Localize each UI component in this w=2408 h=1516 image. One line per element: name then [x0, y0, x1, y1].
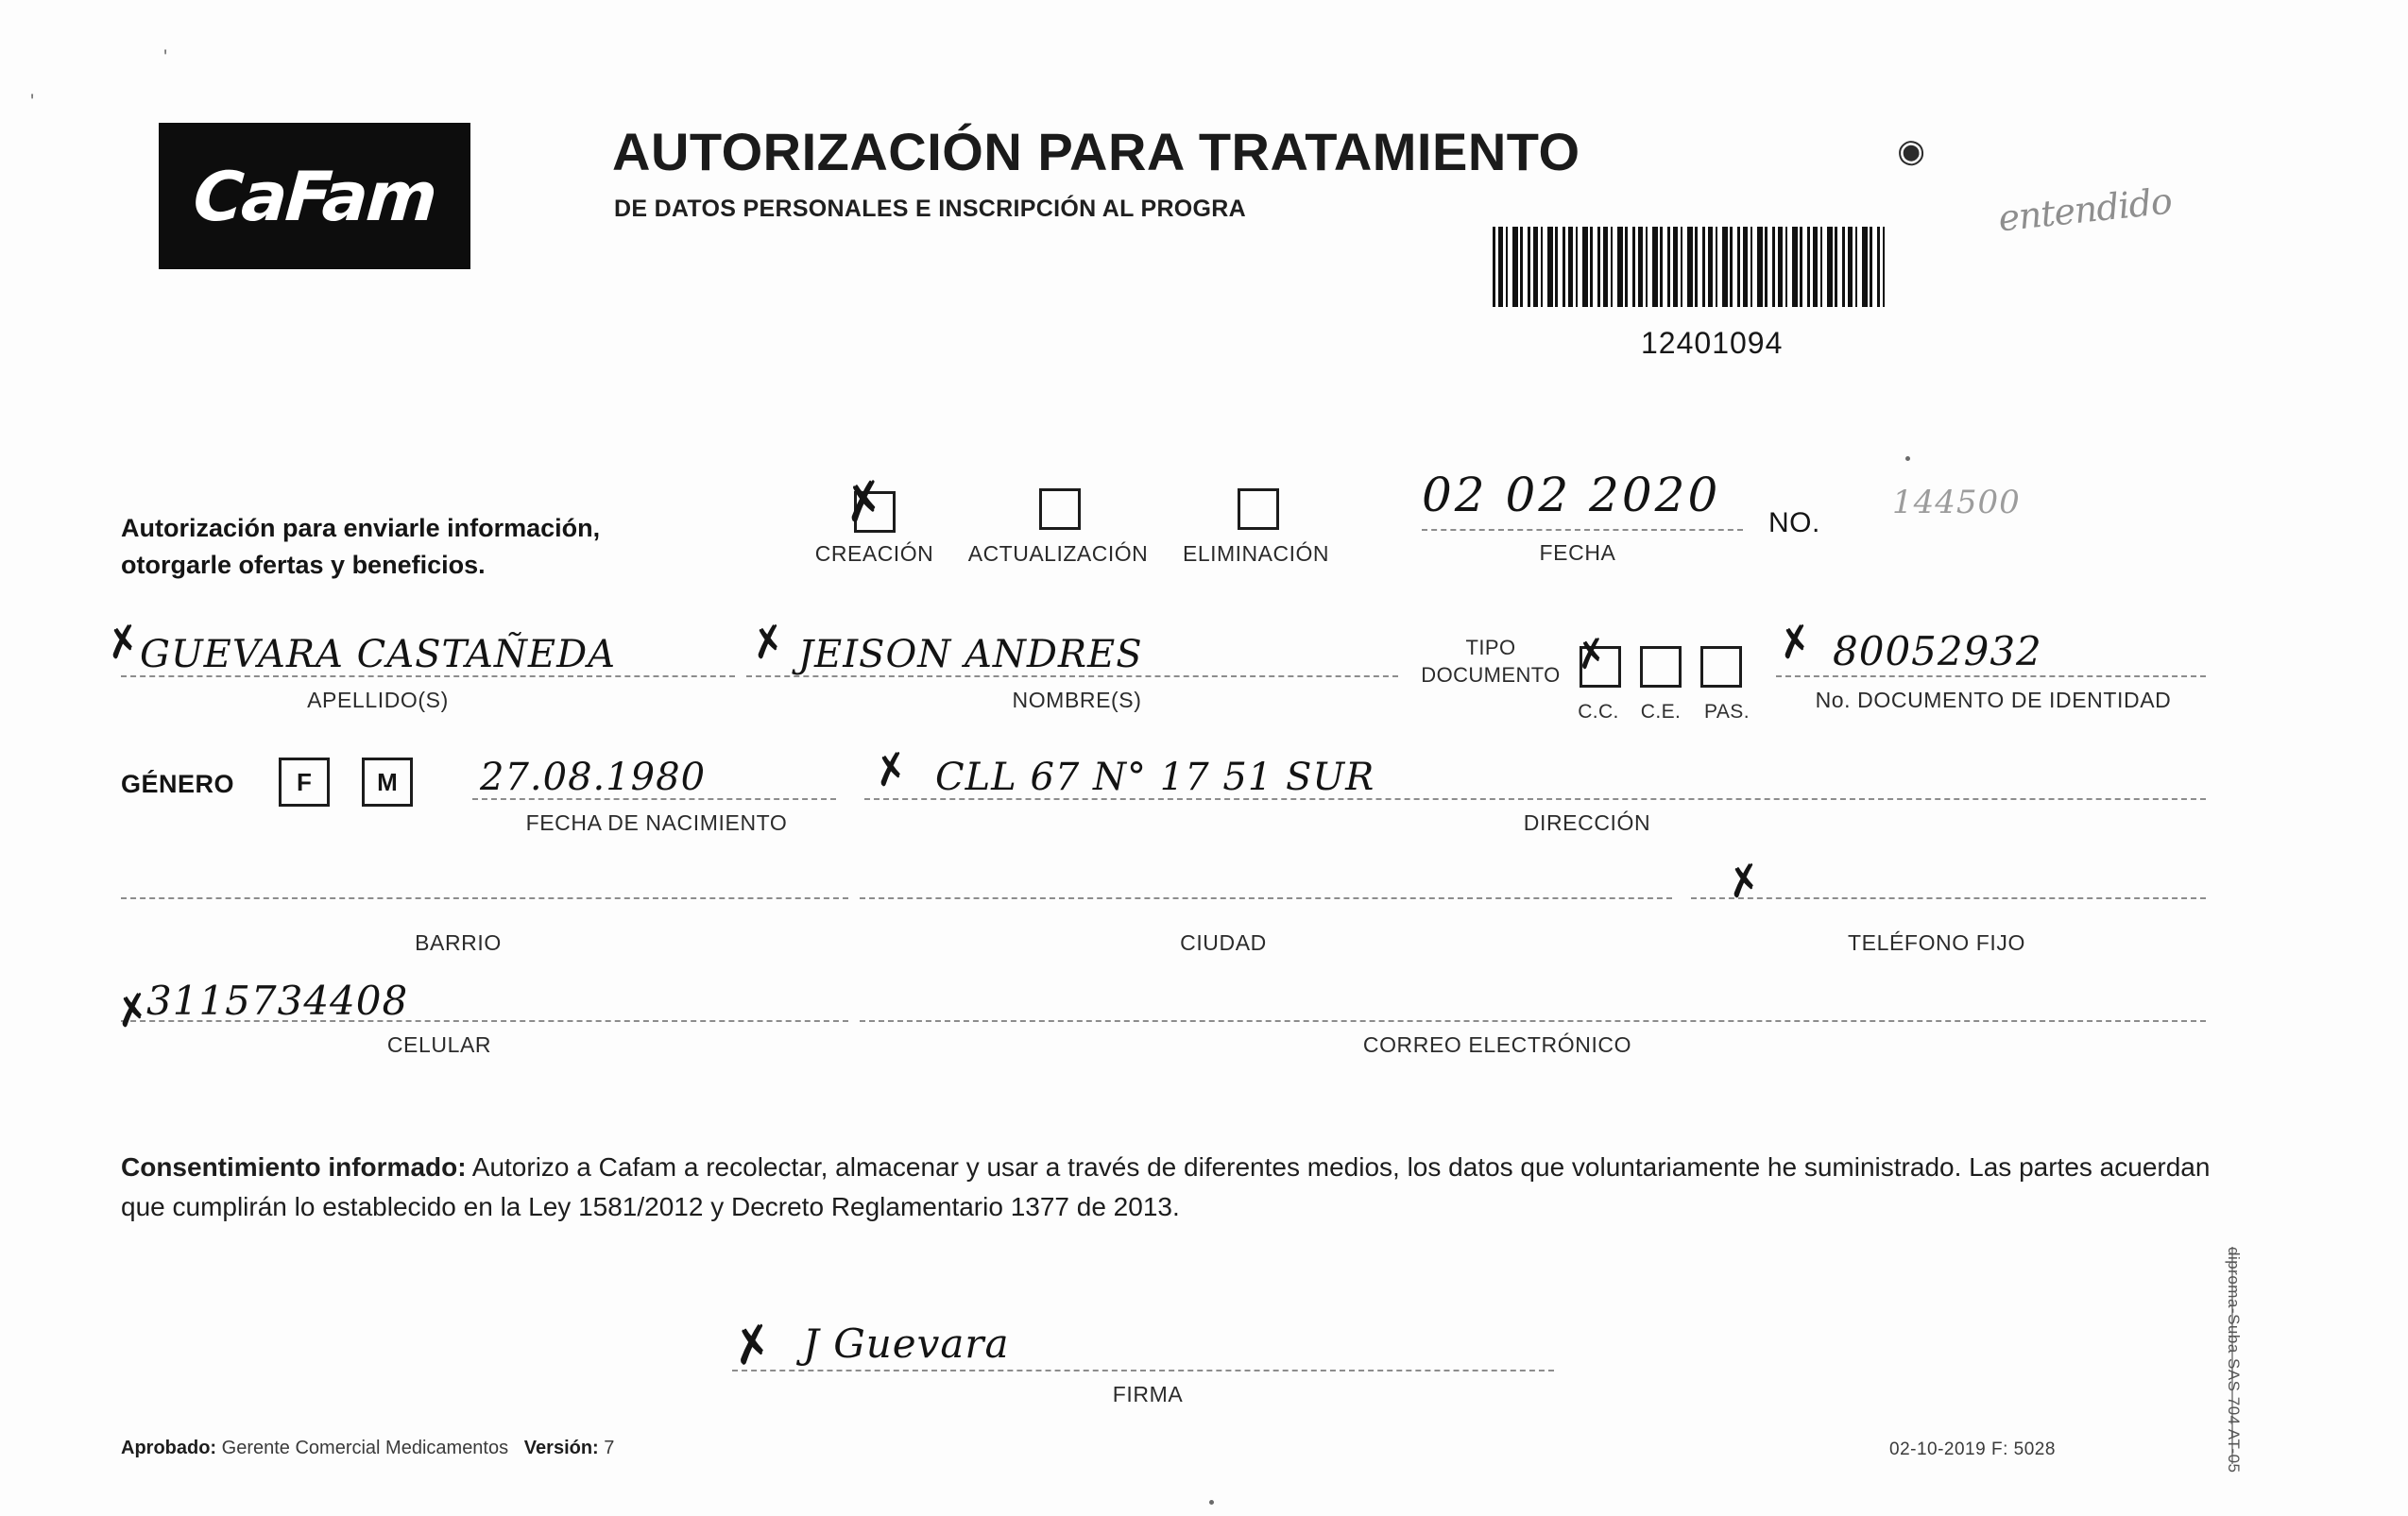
- celular-x-mark: ✗: [111, 983, 155, 1039]
- consent-heading: Consentimiento informado:: [121, 1152, 467, 1182]
- correo-line[interactable]: [860, 1020, 2206, 1022]
- signature-x-mark: ✗: [726, 1314, 779, 1378]
- authorization-label-line2: otorgarle ofertas y beneficios.: [121, 551, 486, 580]
- apellidos-x-mark: ✗: [101, 615, 145, 671]
- genero-option-m[interactable]: M: [362, 758, 413, 807]
- barcode-image: [1493, 227, 1885, 307]
- authorization-label: [121, 510, 763, 584]
- cafam-logo: [159, 123, 470, 269]
- checkbox-tipo-pas[interactable]: [1700, 646, 1742, 688]
- footer-side-text: diproma-Suba SAS 704 AT-05: [2225, 1247, 2243, 1473]
- telefono-fijo-caption: TELÉFONO FIJO: [1848, 930, 2025, 955]
- checkbox-creacion-mark: ✗: [836, 468, 892, 537]
- tipo-documento-caption-line1: TIPO: [1465, 636, 1516, 659]
- telefono-x-mark: ✗: [1722, 854, 1767, 910]
- footer-date-code: 02-10-2019 F: 5028: [1889, 1439, 2056, 1459]
- handwritten-stamp-note: entendido: [1996, 179, 2174, 240]
- no-value: 144500: [1892, 484, 2021, 521]
- footer-approved-label: Aprobado:: [121, 1438, 217, 1458]
- authorization-label-line1: Autorización para enviarle información,: [121, 514, 601, 542]
- signature-caption: FIRMA: [1112, 1382, 1184, 1406]
- direccion-value: CLL 67 N° 17 51 SUR: [935, 756, 1375, 799]
- telefono-fijo-line[interactable]: [1691, 897, 2206, 899]
- checkbox-tipo-cc-mark: ✗: [1571, 630, 1612, 679]
- checkbox-actualizacion-label: ACTUALIZACIÓN: [967, 541, 1149, 566]
- checkbox-tipo-ce[interactable]: [1640, 646, 1682, 688]
- nombres-x-mark: ✗: [746, 615, 791, 671]
- footer-version-label: Versión:: [523, 1438, 599, 1458]
- correo-caption: CORREO ELECTRÓNICO: [1362, 1032, 1632, 1057]
- no-caption: NO.: [1768, 507, 1820, 538]
- barcode-number: 12401094: [1641, 326, 1784, 360]
- eye-stamp-icon: ◉: [1894, 131, 1928, 171]
- fecha-value: 02 02 2020: [1422, 468, 1721, 522]
- stray-mark-top: ': [163, 45, 168, 69]
- documento-line[interactable]: [1776, 675, 2206, 677]
- checkbox-eliminacion-label: ELIMINACIÓN: [1182, 541, 1330, 566]
- fecha-nacimiento-caption: FECHA DE NACIMIENTO: [525, 810, 788, 835]
- consent-paragraph: [121, 1148, 2242, 1227]
- apellidos-caption: APELLIDO(S): [307, 688, 449, 712]
- tipo-ce-label: C.E.: [1640, 701, 1682, 723]
- fecha-nacimiento-value: 27.08.1980: [480, 756, 707, 799]
- tipo-documento-caption-line2: DOCUMENTO: [1421, 662, 1561, 687]
- documento-x-mark: ✗: [1773, 615, 1818, 671]
- genero-caption: GÉNERO: [121, 770, 235, 798]
- footer-approval: [121, 1438, 614, 1459]
- checkbox-creacion-label: CREACIÓN: [814, 541, 934, 566]
- apellidos-value: GUEVARA CASTAÑEDA: [140, 633, 617, 676]
- footer-version-value: 7: [604, 1438, 615, 1458]
- genero-option-f[interactable]: F: [279, 758, 330, 807]
- fecha-line[interactable]: [1422, 529, 1743, 531]
- celular-caption: CELULAR: [386, 1032, 492, 1057]
- tipo-documento-caption: [1406, 635, 1576, 689]
- cafam-logo-text: CaFam: [191, 156, 438, 236]
- documento-caption: No. DOCUMENTO DE IDENTIDAD: [1815, 688, 2172, 712]
- barrio-caption: BARRIO: [415, 930, 502, 955]
- signature-line[interactable]: [732, 1370, 1554, 1371]
- ciudad-caption: CIUDAD: [1180, 930, 1267, 955]
- consent-text: Autorizo a Cafam a recolectar, almacenar y usar a través de diferentes medios, los datos que voluntariamente he suministrado. Las partes acuerdan que cumplirán lo establecido en la Ley 1581/2012 y Decreto Reglamentario 1377 de 2013.: [121, 1152, 2211, 1221]
- direccion-x-mark: ✗: [869, 742, 914, 798]
- fecha-caption: FECHA: [1539, 540, 1616, 565]
- nombres-value: JEISON ANDRES: [798, 633, 1143, 676]
- direccion-caption: DIRECCIÓN: [1523, 810, 1651, 835]
- barrio-line[interactable]: [121, 897, 848, 899]
- stray-mark-left: ': [30, 90, 35, 113]
- celular-value: 3115734408: [146, 978, 409, 1024]
- checkbox-eliminacion[interactable]: [1238, 488, 1279, 530]
- tipo-cc-label: C.C.: [1578, 701, 1619, 723]
- page-title: AUTORIZACIÓN PARA TRATAMIENTO: [612, 122, 1580, 181]
- signature-value: J Guevara: [803, 1320, 1010, 1367]
- footer-approved-value: Gerente Comercial Medicamentos: [221, 1438, 509, 1458]
- documento-value: 80052932: [1833, 628, 2042, 674]
- stray-dot-bottom: [1209, 1500, 1214, 1505]
- stray-dot-right: [1905, 456, 1910, 461]
- ciudad-line[interactable]: [860, 897, 1672, 899]
- nombres-caption: NOMBRE(S): [1012, 688, 1142, 712]
- page-subtitle: DE DATOS PERSONALES E INSCRIPCIÓN AL PROGRA: [614, 196, 1247, 222]
- checkbox-actualizacion[interactable]: [1039, 488, 1081, 530]
- tipo-pas-label: PAS.: [1704, 701, 1750, 723]
